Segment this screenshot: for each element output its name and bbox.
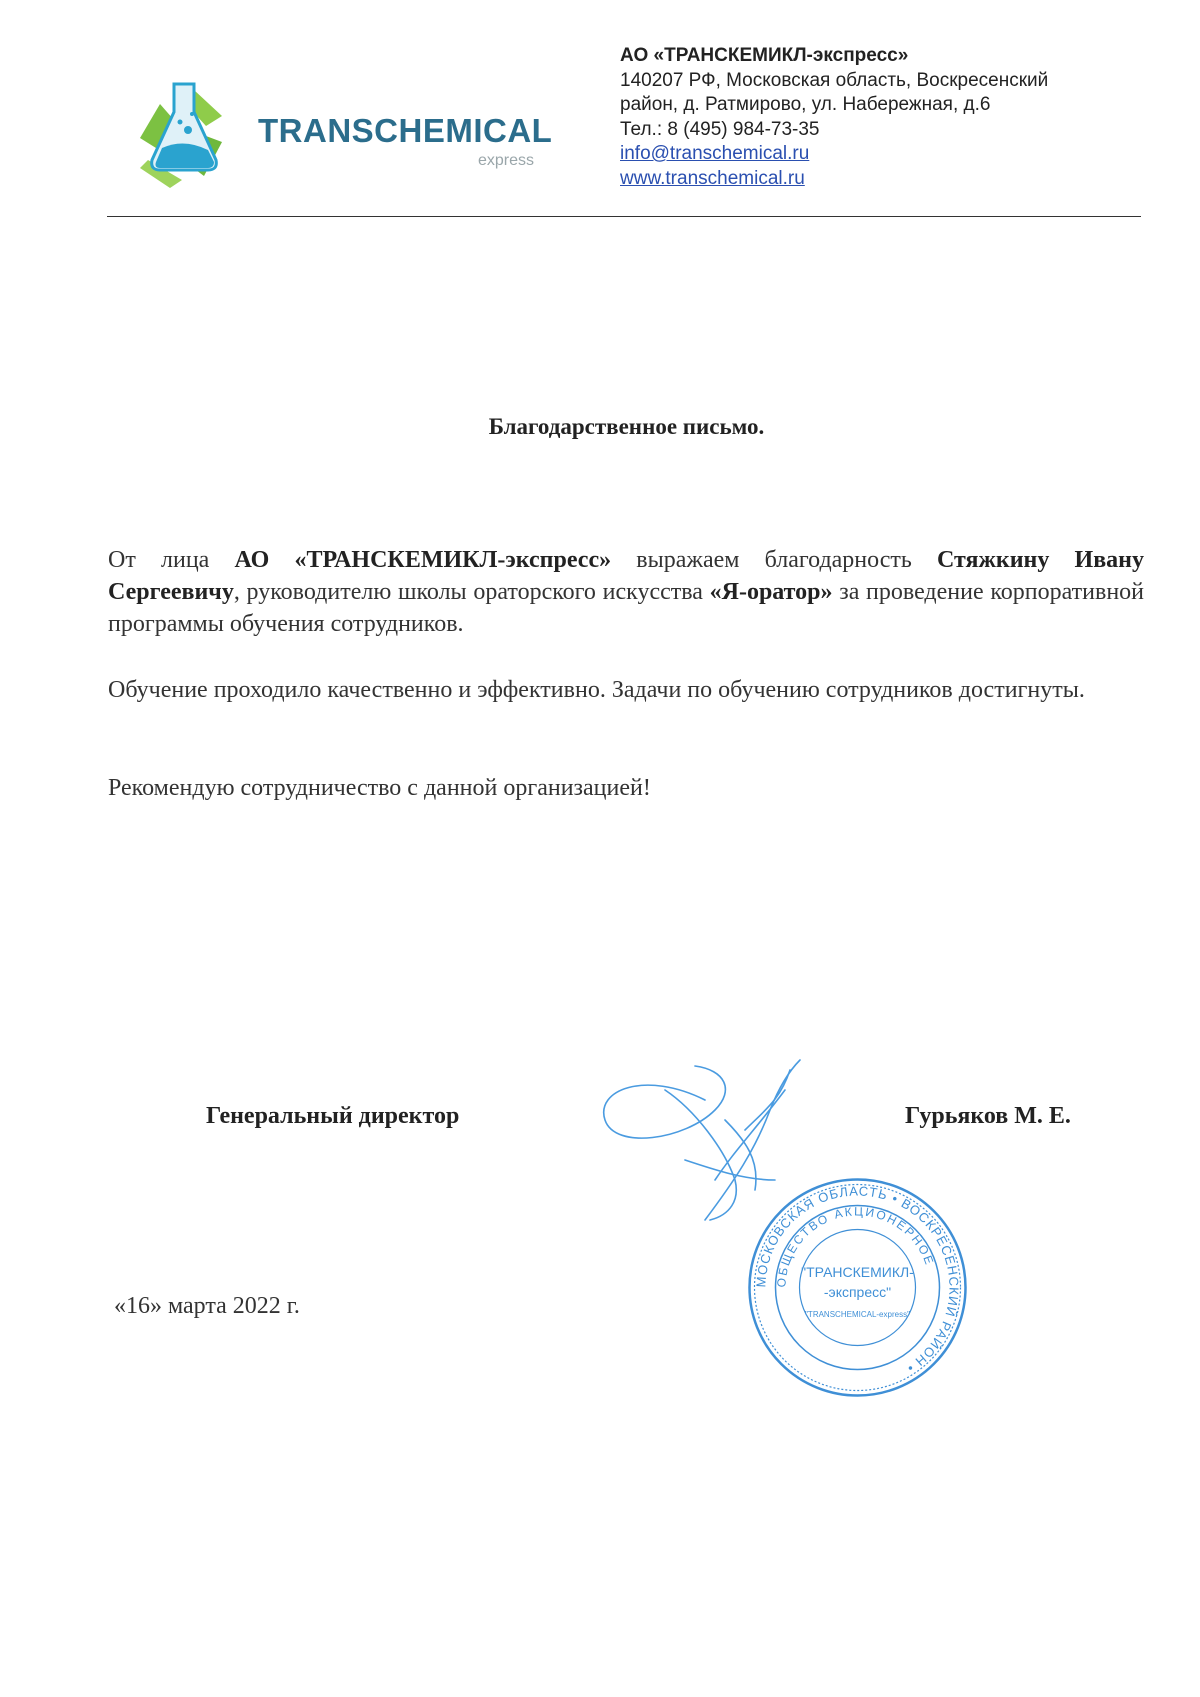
text-run: за проведение корпоративной программы обучения сотрудников.: [108, 579, 1145, 637]
seal-center-line: "TRANSCHEMICAL-express": [805, 1310, 910, 1319]
text-run: , руководителю школы ораторского искусства: [233, 579, 710, 605]
header-divider: [107, 216, 1141, 217]
text-run: выражаем благодарность: [611, 547, 938, 573]
logo-wordmark: TRANSCHEMICAL: [258, 112, 553, 149]
signatory-position: Генеральный директор: [206, 1103, 460, 1129]
person-mention: Стяжкину Ивану Сергеевичу: [108, 547, 1145, 605]
paragraph-recommendation: Рекомендую сотрудничество с данной организацией!: [108, 775, 651, 801]
seal-center-line: "ТРАНСКЕМИКЛ-: [801, 1264, 914, 1280]
flask-recycle-icon: [130, 76, 238, 188]
phone-number: Тел.: 8 (495) 984-73-35: [620, 118, 820, 140]
company-name: АО «ТРАНСКЕМИКЛ-экспресс»: [620, 45, 909, 66]
seal-outer-text: МОСКОВСКАЯ ОБЛАСТЬ • ВОСКРЕСЕНСКИЙ РАЙОН •: [753, 1183, 962, 1377]
school-mention: «Я-оратор»: [709, 579, 833, 605]
email-link[interactable]: info@transchemical.ru: [620, 143, 810, 164]
company-logo: [130, 76, 570, 188]
paragraph-quality: Обучение проходило качественно и эффективно. Задачи по обучению сотрудников достигнуты.: [108, 677, 1085, 703]
seal-inner-text: ОБЩЕСТВО АКЦИОНЕРНОЕ: [774, 1204, 937, 1288]
logo-subtitle: express: [478, 152, 535, 169]
letter-title: Благодарственное письмо.: [488, 414, 765, 439]
address-line: 140207 РФ, Московская область, Воскресенский: [620, 69, 1049, 91]
website-link[interactable]: www.transchemical.ru: [620, 167, 805, 189]
text-run: От лица: [108, 547, 235, 573]
seal-center-line: -экспресс": [823, 1284, 892, 1300]
company-seal: [745, 1175, 970, 1400]
contact-block: [620, 44, 1140, 191]
signatory-name: Гурьяков М. Е.: [905, 1103, 1071, 1129]
address-line: район, д. Ратмирово, ул. Набережная, д.6: [620, 94, 991, 115]
letter-date: «16» марта 2022 г.: [114, 1293, 300, 1319]
paragraph-gratitude: [108, 544, 1144, 640]
company-mention: АО «ТРАНСКЕМИКЛ-экспресс»: [234, 547, 612, 573]
